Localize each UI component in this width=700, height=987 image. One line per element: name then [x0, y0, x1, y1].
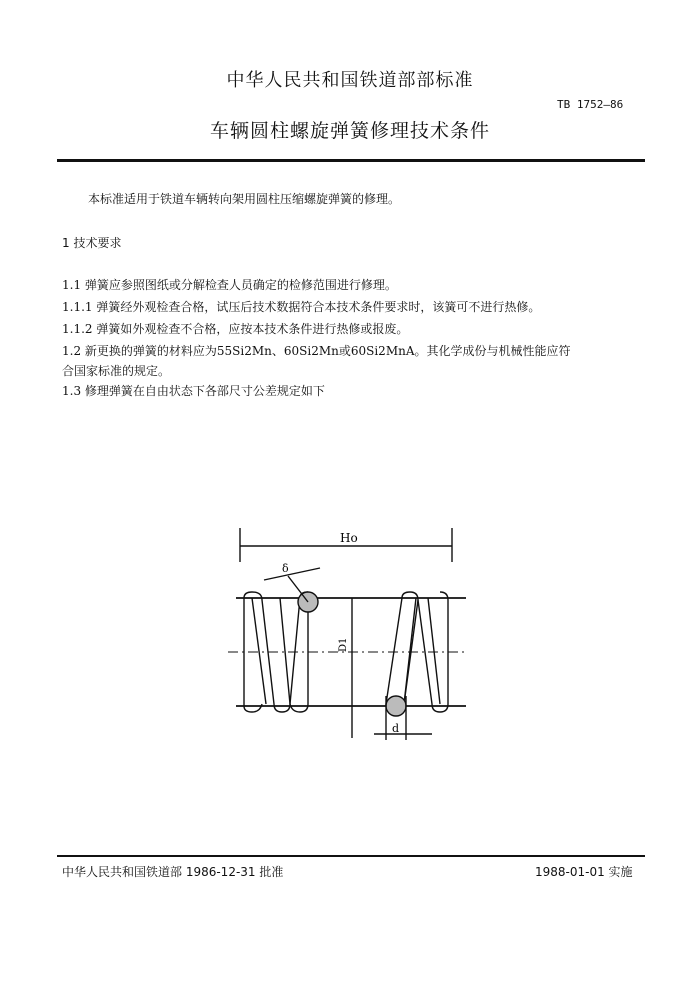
label-ho: Ho [340, 531, 358, 545]
document-title: 车辆圆柱螺旋弹簧修理技术条件 [209, 120, 490, 142]
delta-leader-line [264, 568, 320, 580]
section-heading: 1 技术要求 [62, 236, 122, 250]
right-coil-back [386, 598, 416, 712]
clause-1-2: 1.2 新更换的弹簧的材料应为55Si2Mn、60Si2Mn或60Si2MnA。其化学成份与机械性能应符 [62, 344, 571, 358]
wire-section-bottom [386, 696, 406, 716]
clause-1-2-continued: 合国家标准的规定。 [62, 364, 171, 378]
label-d: d [392, 722, 400, 735]
left-coil-back [252, 592, 308, 712]
clause-1-1: 1.1 弹簧应参照图纸或分解检查人员确定的检修范围进行修理。 [62, 278, 397, 292]
standard-code: TB 1752—86 [557, 98, 624, 111]
intro-paragraph: 本标准适用于铁道车辆转向架用圆柱压缩螺旋弹簧的修理。 [88, 192, 401, 206]
effective-date: 1988-01-01 实施 [535, 865, 633, 879]
clause-1-3: 1.3 修理弹簧在自由状态下各部尺寸公差规定如下 [62, 384, 325, 398]
label-delta: δ [282, 562, 289, 575]
footer-divider [57, 855, 645, 857]
ministry-heading: 中华人民共和国铁道部部标准 [226, 70, 474, 91]
clause-1-1-1: 1.1.1 弹簧经外观检查合格，试压后技术数据符合本技术条件要求时，该簧可不进行热修。 [62, 300, 541, 314]
clause-1-1-2: 1.1.2 弹簧如外观检查不合格，应按本技术条件进行热修或报废。 [62, 322, 409, 336]
approval-date: 中华人民共和国铁道部 1986-12-31 批准 [62, 865, 284, 879]
header-divider [57, 159, 645, 162]
spring-diagram [228, 528, 468, 748]
label-d1: D1 [338, 637, 349, 652]
